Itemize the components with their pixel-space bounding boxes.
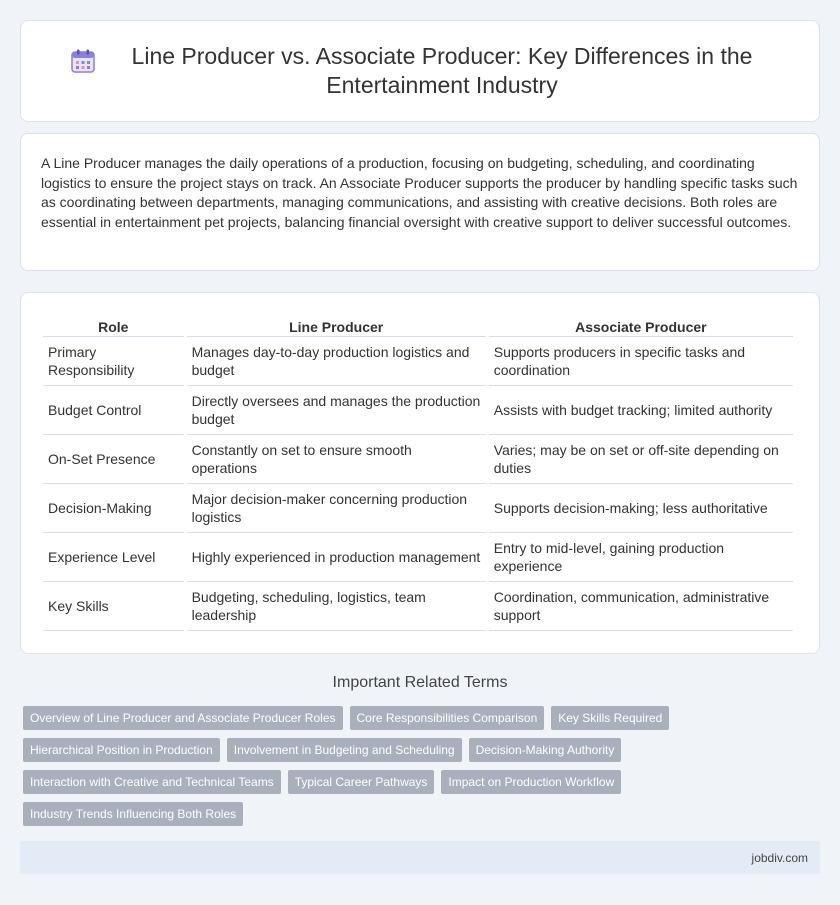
related-tag[interactable]: Involvement in Budgeting and Scheduling [227,738,462,762]
page-title: Line Producer vs. Associate Producer: Key Differences in the Entertainment Industry [131,43,753,98]
header-role: Role [43,313,184,337]
comparison-table [40,313,796,631]
table-cell: Varies; may be on set or off-site depending on duties [489,435,793,484]
table-cell: On-Set Presence [43,435,184,484]
table-cell: Directly oversees and manages the production budget [187,386,486,435]
table-cell: Decision-Making [43,484,184,533]
intro-text: A Line Producer manages the daily operations of a production, focusing on budgeting, scheduling, and coordinating logistics to ensure the project stays on track. An Associate Producer supports the producer by handling specific tasks such as coordinating between departments, managing communications, and assisting with creative decisions. Both roles are essential in entertainment pet projects, balancing financial oversight with creative support to deliver successful outcomes. [41,155,798,230]
table-cell: Major decision-maker concerning production logistics [187,484,486,533]
table-cell: Highly experienced in production management [187,533,486,582]
table-row [43,484,793,533]
related-tag[interactable]: Impact on Production Workflow [441,770,621,794]
table-cell: Supports producers in specific tasks and coordination [489,337,793,386]
related-tag[interactable]: Industry Trends Influencing Both Roles [23,802,243,826]
table-row [43,435,793,484]
table-cell: Experience Level [43,533,184,582]
table-row [43,386,793,435]
table-cell: Key Skills [43,582,184,631]
header-line-producer: Line Producer [187,313,486,337]
related-terms-title: Important Related Terms [332,674,508,691]
table-header-row [43,313,793,337]
related-tag[interactable]: Hierarchical Position in Production [23,738,220,762]
table-row [43,582,793,631]
table-cell: Assists with budget tracking; limited authority [489,386,793,435]
table-cell: Manages day-to-day production logistics and budget [187,337,486,386]
table-row [43,337,793,386]
table-cell: Constantly on set to ensure smooth operations [187,435,486,484]
table-cell: Coordination, communication, administrative support [489,582,793,631]
comparison-card [20,292,820,654]
related-tag[interactable]: Interaction with Creative and Technical Teams [23,770,281,794]
related-terms-tags [20,706,720,826]
header-associate-producer: Associate Producer [489,313,793,337]
table-cell: Entry to mid-level, gaining production experience [489,533,793,582]
table-row [43,533,793,582]
footer-site-link[interactable]: jobdiv.com [751,851,808,865]
calendar-icon [70,48,96,74]
related-tag[interactable]: Overview of Line Producer and Associate Producer Roles [23,706,343,730]
related-tag[interactable]: Typical Career Pathways [288,770,435,794]
table-cell: Supports decision-making; less authoritative [489,484,793,533]
related-terms-section [20,674,820,826]
table-cell: Primary Responsibility [43,337,184,386]
header-card [20,20,820,122]
related-tag[interactable]: Key Skills Required [551,706,669,730]
table-cell: Budget Control [43,386,184,435]
intro-card [20,133,820,271]
related-tag[interactable]: Core Responsibilities Comparison [350,706,545,730]
footer [20,841,820,874]
table-cell: Budgeting, scheduling, logistics, team leadership [187,582,486,631]
related-tag[interactable]: Decision-Making Authority [469,738,622,762]
